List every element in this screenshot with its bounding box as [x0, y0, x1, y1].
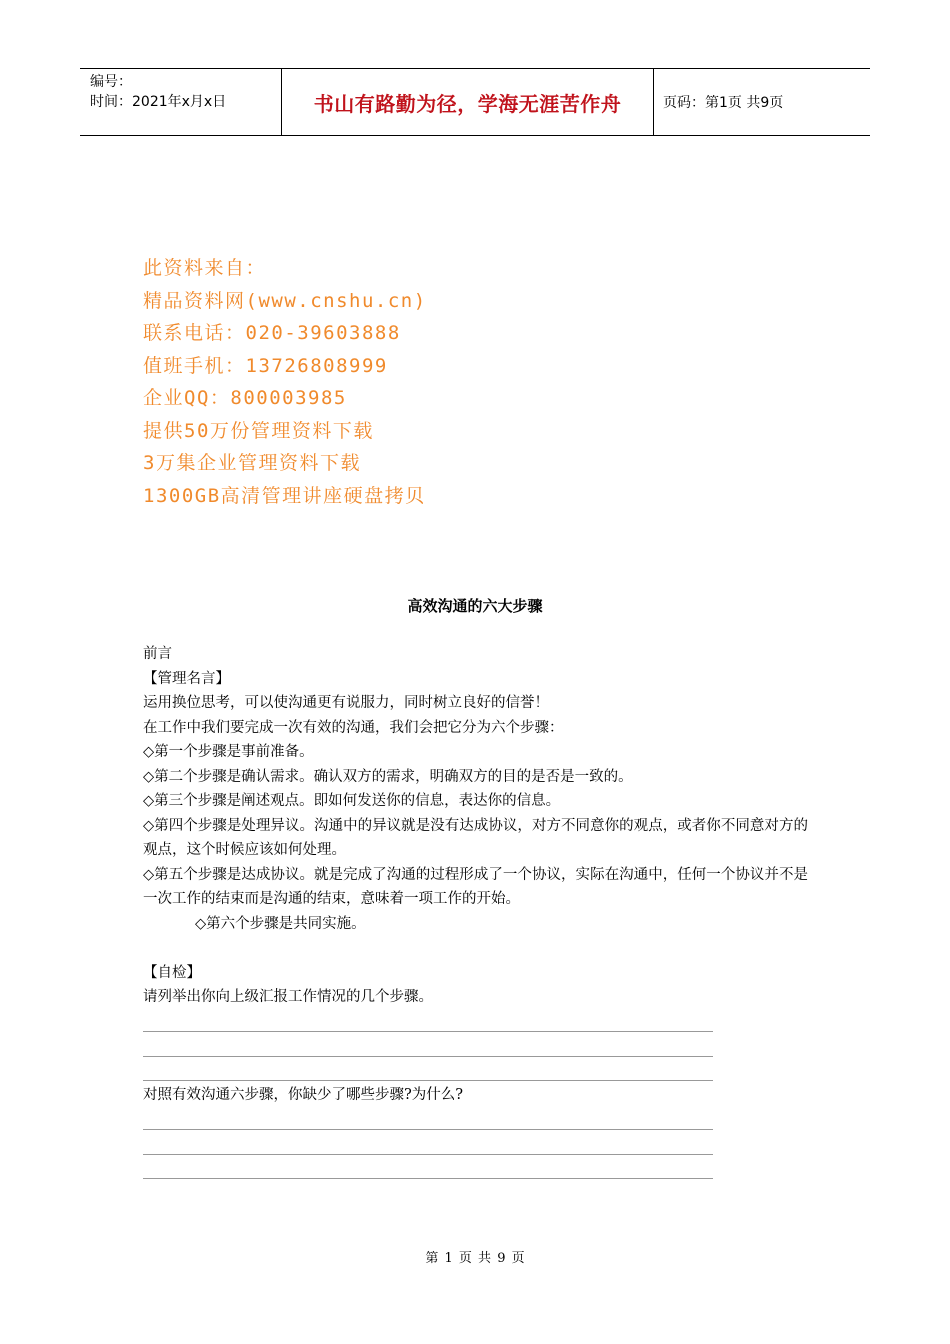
question-1: 请列举出你向上级汇报工作情况的几个步骤。: [143, 989, 433, 1005]
header-page-info: 页码：第1页 共9页: [663, 95, 784, 111]
answer-line[interactable]: [143, 1130, 713, 1155]
promo-line: 提供50万份管理资料下载: [143, 419, 374, 442]
promo-block: [143, 252, 427, 512]
step-item: ◇第二个步骤是确认需求。确认双方的需求，明确双方的目的是否是一致的。: [143, 768, 633, 785]
step-item: ◇第一个步骤是事前准备。: [143, 744, 314, 760]
promo-line: 精品资料网(www.cnshu.cn): [143, 289, 427, 312]
step-item: ◇第四个步骤是处理异议。沟通中的异议就是没有达成协议，对方不同意你的观点，或者你不同意对方的观点，这个时候应该如何处理。: [143, 817, 808, 858]
question-2: 对照有效沟通六步骤，你缺少了哪些步骤?为什么?: [143, 1087, 464, 1103]
self-check-heading: 【自检】: [143, 964, 201, 981]
preface-label: 前言: [143, 646, 172, 662]
spacer: [143, 936, 808, 961]
quote-text: 运用换位思考，可以使沟通更有说服力，同时树立良好的信誉！: [143, 695, 549, 711]
answer-line[interactable]: [143, 1057, 713, 1082]
promo-line: 企业QQ：800003985: [143, 387, 347, 409]
document-body: [143, 642, 808, 1181]
promo-line: 3万集企业管理资料下载: [143, 452, 361, 474]
header-motto: 书山有路勤为径，学海无涯苦作舟: [282, 69, 654, 135]
answer-line[interactable]: [143, 1032, 713, 1057]
intro-text: 在工作中我们要完成一次有效的沟通，我们会把它分为六个步骤：: [143, 719, 564, 736]
promo-line: 1300GB高清管理讲座硬盘拷贝: [143, 484, 426, 507]
number-label: 编号：: [90, 74, 132, 90]
quote-heading: 【管理名言】: [143, 670, 230, 687]
page-header: [80, 68, 870, 136]
answer-line[interactable]: [143, 1155, 713, 1180]
page-footer: 第 1 页 共 9 页: [425, 1251, 525, 1266]
promo-line: 联系电话：020-39603888: [143, 322, 401, 344]
answer-line[interactable]: [143, 1106, 713, 1131]
step-item: ◇第六个步骤是共同实施。: [195, 915, 366, 932]
header-meta: [80, 69, 282, 135]
promo-line: 值班手机：13726808999: [143, 354, 388, 377]
answer-line[interactable]: [143, 1008, 713, 1033]
step-item: ◇第三个步骤是阐述观点。即如何发送你的信息，表达你的信息。: [143, 793, 561, 809]
promo-line: 此资料来自：: [143, 257, 267, 279]
step-item: ◇第五个步骤是达成协议。就是完成了沟通的过程形成了一个协议，实际在沟通中，任何一个协议并不是一次工作的结束而是沟通的结束，意味着一项工作的开始。: [143, 866, 808, 907]
document-title: 高效沟通的六大步骤: [407, 597, 543, 615]
date-label: 时间：2021年x月x日: [90, 94, 227, 110]
